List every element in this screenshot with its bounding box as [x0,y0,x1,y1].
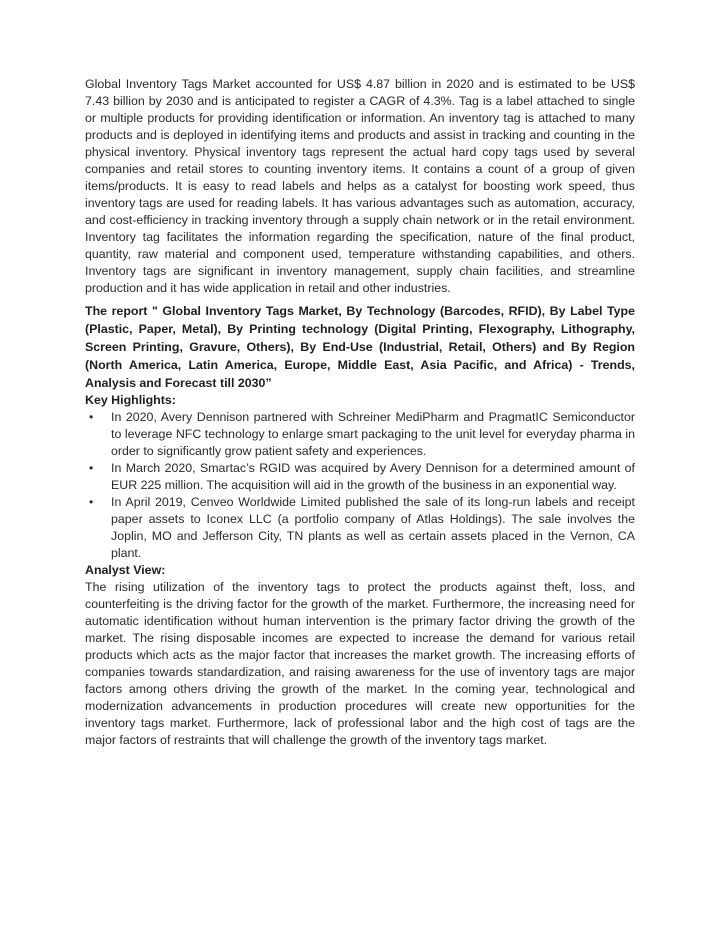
bullet-icon: • [89,410,94,424]
list-item-text: In April 2019, Cenveo Worldwide Limited published the sale of its long-run labels and receipt paper assets to Iconex LLC (a portfolio company of Atlas Holdings). The sale involves the Joplin, MO and Jefferson City, TN plants as well as certain assets placed in the Vernon, CA plant. [111,495,635,560]
analyst-view-heading: Analyst View: [85,563,166,577]
analyst-view-paragraph: The rising utilization of the inventory tags to protect the products against theft, loss, and counterfeiting is the driving factor for the growth of the market. Furthermore, the increasing need for automatic identification without human intervention is the primary factor driving the growth of the market. The rising disposable incomes are expected to increase the demand for various retail products which acts as the major factor that increases the market growth. The increasing efforts of companies towards standardization, and raising awareness for the use of inventory tags are major factors among others driving the growth of the market. In the coming year, technological and modernization advancements in production procedures will create new opportunities for the inventory tags market. Furthermore, lack of professional labor and the high cost of tags are the major factors of restraints that will challenge the growth of the inventory tags market. [85,580,635,747]
document-body [85,76,635,749]
list-item [85,409,635,460]
bullet-icon: • [89,495,94,509]
intro-paragraph: Global Inventory Tags Market accounted for US$ 4.87 billion in 2020 and is estimated to be US$ 7.43 billion by 2030 and is anticipated to register a CAGR of 4.3%. Tag is a label attached to single or multiple products for providing identification or information. An inventory tag is attached to many products and is deployed in identifying items and products and assist in tracking and counting in the physical inventory. Physical inventory tags represent the actual hard copy tags used by several companies and retail stores to counting inventory items. It contains a count of a group of given items/products. It is easy to read labels and helps as a catalyst for boosting work speed, thus inventory tags are used for reading labels. It has various advantages such as automation, accuracy, and cost-efficiency in tracking inventory through a supply chain network or in the retail environment. Inventory tag facilitates the information regarding the specification, nature of the final product, quantity, raw material and component used, temperature withstanding capabilities, and others. Inventory tags are significant in inventory management, supply chain facilities, and streamline production and it has wide application in retail and other industries. [85,77,635,295]
list-item-text: In March 2020, Smartac’s RGID was acquired by Avery Dennison for a determined amount of EUR 225 million. The acquisition will aid in the growth of the business in an exponential way. [111,461,635,492]
bullet-icon: • [89,461,94,475]
key-highlights-heading: Key Highlights: [85,393,176,407]
key-highlights-list [85,409,635,562]
list-item-text: In 2020, Avery Dennison partnered with Schreiner MediPharm and PragmatIC Semiconductor to leverage NFC technology to enlarge smart packaging to the unit level for everyday pharma in order to significantly grow patient safety and experiences. [111,410,635,458]
list-item [85,460,635,494]
report-title: The report " Global Inventory Tags Market, By Technology (Barcodes, RFID), By Label Type (Plastic, Paper, Metal), By Printing technology (Digital Printing, Flexography, Lithography, Screen Printing, Gravure, Others), By End-Use (Industrial, Retail, Others) and By Region (North America, Latin America, Europe, Middle East, Asia Pacific, and Africa) - Trends, Analysis and Forecast till 2030” [85,304,635,390]
list-item [85,494,635,562]
